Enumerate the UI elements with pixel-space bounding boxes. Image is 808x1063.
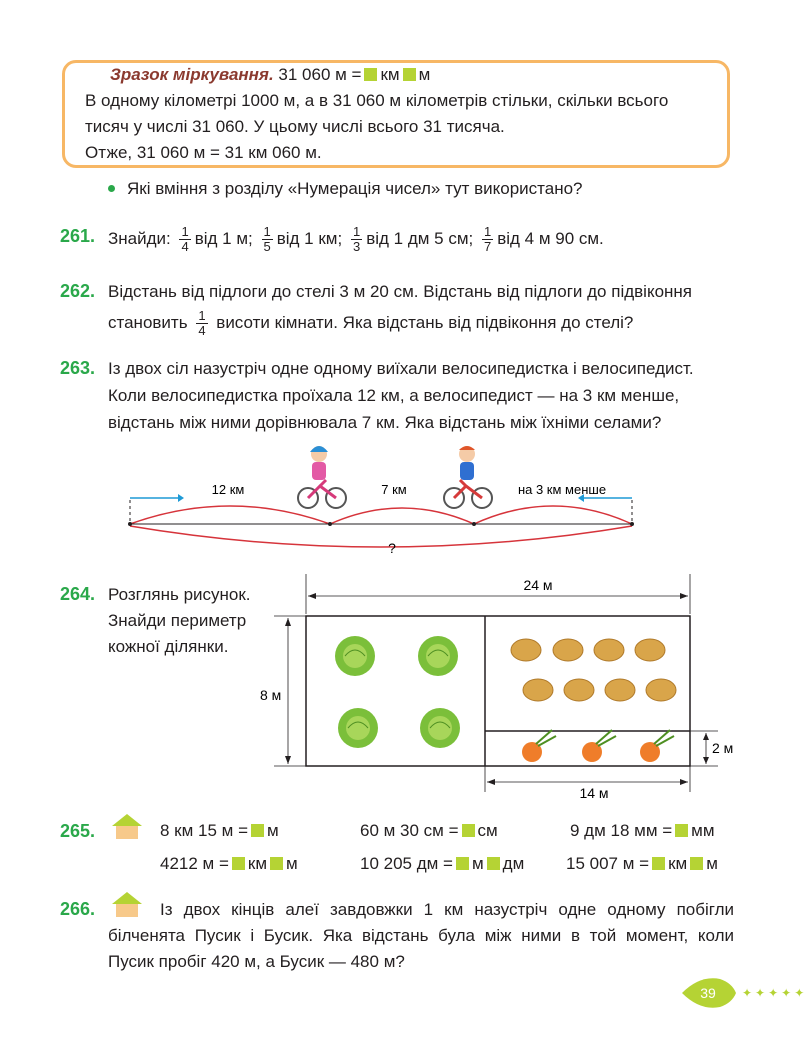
- task-number-264: 264.: [60, 584, 96, 604]
- potato-icon: [564, 679, 594, 701]
- potato-icon: [605, 679, 635, 701]
- label-3km-less: на 3 км менше: [517, 482, 607, 497]
- sample-line-1: Зразок міркування. 31 060 м = км м: [110, 65, 431, 84]
- label-12km: 12 км: [211, 482, 245, 497]
- answer-square: [675, 824, 688, 837]
- decorative-dots: ✦✦✦✦✦: [742, 986, 808, 1000]
- dim-24m: 24 м: [523, 577, 553, 593]
- dim-8m: 8 м: [260, 687, 282, 703]
- answer-square: [251, 824, 264, 837]
- arrow-right-icon: [130, 494, 184, 502]
- arc-12km: [130, 506, 330, 524]
- sample-line-2: В одному кілометрі 1000 м, а в 31 060 м кілометрів стільки, скільки всього: [85, 91, 669, 110]
- task-265-r2-c1: 4212 м = км м: [160, 854, 298, 873]
- potato-icon: [511, 639, 541, 661]
- cabbage-icon: [338, 708, 378, 748]
- task-264-line-1: Розглянь рисунок.: [108, 585, 251, 604]
- task-number-261: 261.: [60, 226, 96, 246]
- page-number-badge: [680, 973, 738, 1013]
- task-261: Знайди: $\frac{1}{4}$ від 1 м; $\frac{1}{5}$ від 1 км; $\frac{1}{3}$ від 1 дм 5 см; $\frac{1}{7}$ від 4 м 90 см.: [108, 224, 604, 255]
- task-266-line-2: білченята Пусик і Бусик. Яка відстань була між ними в той момент, коли: [108, 926, 734, 945]
- answer-square: [232, 857, 245, 870]
- arc-7km: [330, 508, 474, 524]
- task-262-line-2: становить $\frac{1}{4}$ висоти кімнати. Яка відстань від підвіконня до стелі?: [108, 308, 634, 339]
- fraction: $\frac{1}{4}$: [198, 308, 206, 339]
- sample-line-4: Отже, 31 060 м = 31 км 060 м.: [85, 143, 322, 162]
- page-number: 39: [700, 985, 716, 1001]
- potato-icon: [523, 679, 553, 701]
- garden-plot-diagram: [260, 570, 750, 810]
- carrot-icon: [522, 730, 556, 762]
- task-263-line-2: Коли велосипедистка проїхала 12 км, а велосипедист — на 3 км менше,: [108, 386, 680, 405]
- task-number-265: 265.: [60, 821, 96, 841]
- dim-14m: 14 м: [579, 785, 609, 801]
- task-265-r1-c1: 8 км 15 м = м: [160, 821, 279, 840]
- task-262-line-1: Відстань від підлоги до стелі 3 м 20 см. Відстань від підлоги до підвіконня: [108, 282, 693, 301]
- answer-square: [364, 68, 377, 81]
- potato-icon: [635, 639, 665, 661]
- fraction: $\frac{1}{5}$: [263, 224, 271, 255]
- task-265-r2-c2: 10 205 дм = м дм: [360, 854, 525, 873]
- answer-square: [403, 68, 416, 81]
- answer-square: [690, 857, 703, 870]
- cabbage-icon: [418, 636, 458, 676]
- girl-cyclist-illustration: [298, 446, 346, 508]
- task-265-r1-c3: 9 дм 18 мм = мм: [570, 821, 715, 840]
- fraction: $\frac{1}{3}$: [352, 224, 361, 255]
- answer-square: [487, 857, 500, 870]
- boy-cyclist-illustration: [444, 446, 492, 508]
- answer-square: [456, 857, 469, 870]
- label-7km: 7 км: [381, 482, 407, 497]
- arc-9km: [474, 506, 632, 524]
- task-264-line-3: кожної ділянки.: [108, 637, 229, 656]
- task-264-line-2: Знайди периметр: [108, 611, 247, 630]
- answer-square: [270, 857, 283, 870]
- arc-total: [130, 526, 632, 547]
- potato-icon: [594, 639, 624, 661]
- task-266-line-3: Пусик пробіг 420 м, а Бусик — 480 м?: [108, 952, 405, 971]
- task-265-r1-c2: 60 м 30 см = см: [360, 821, 498, 840]
- sample-title: Зразок міркування.: [110, 65, 274, 84]
- fraction: $\frac{1}{7}$: [483, 224, 492, 255]
- potato-icon: [553, 639, 583, 661]
- dim-2m: 2 м: [712, 740, 734, 756]
- potato-icon: [646, 679, 676, 701]
- cabbage-icon: [420, 708, 460, 748]
- carrot-icon: [582, 730, 616, 762]
- task-266-line-1: Із двох кінців алеї завдовжки 1 км назустріч одне одному побігли: [160, 900, 734, 919]
- task-263-line-1: Із двох сіл назустріч одне одному виїхали велосипедистка і велосипедист.: [108, 359, 694, 378]
- task-number-263: 263.: [60, 358, 96, 378]
- label-question: ?: [388, 540, 396, 556]
- house-icon: [110, 812, 144, 840]
- house-icon: [110, 890, 144, 918]
- task-265-r2-c3: 15 007 м = км м: [566, 854, 718, 873]
- bullet-icon: [108, 185, 115, 192]
- fraction: $\frac{1}{4}$: [181, 224, 189, 255]
- answer-square: [652, 857, 665, 870]
- question-line: Які вміння з розділу «Нумерація чисел» тут використано?: [108, 176, 583, 202]
- answer-square: [462, 824, 475, 837]
- distance-diagram: [0, 440, 808, 560]
- task-number-262: 262.: [60, 281, 96, 301]
- carrot-icon: [640, 730, 674, 762]
- task-number-266: 266.: [60, 899, 96, 919]
- cabbage-icon: [335, 636, 375, 676]
- task-263-line-3: відстань між ними дорівнювала 7 км. Яка відстань між їхніми селами?: [108, 413, 662, 432]
- sample-line-3: тисяч у числі 31 060. У цьому числі всього 31 тисяча.: [85, 117, 505, 136]
